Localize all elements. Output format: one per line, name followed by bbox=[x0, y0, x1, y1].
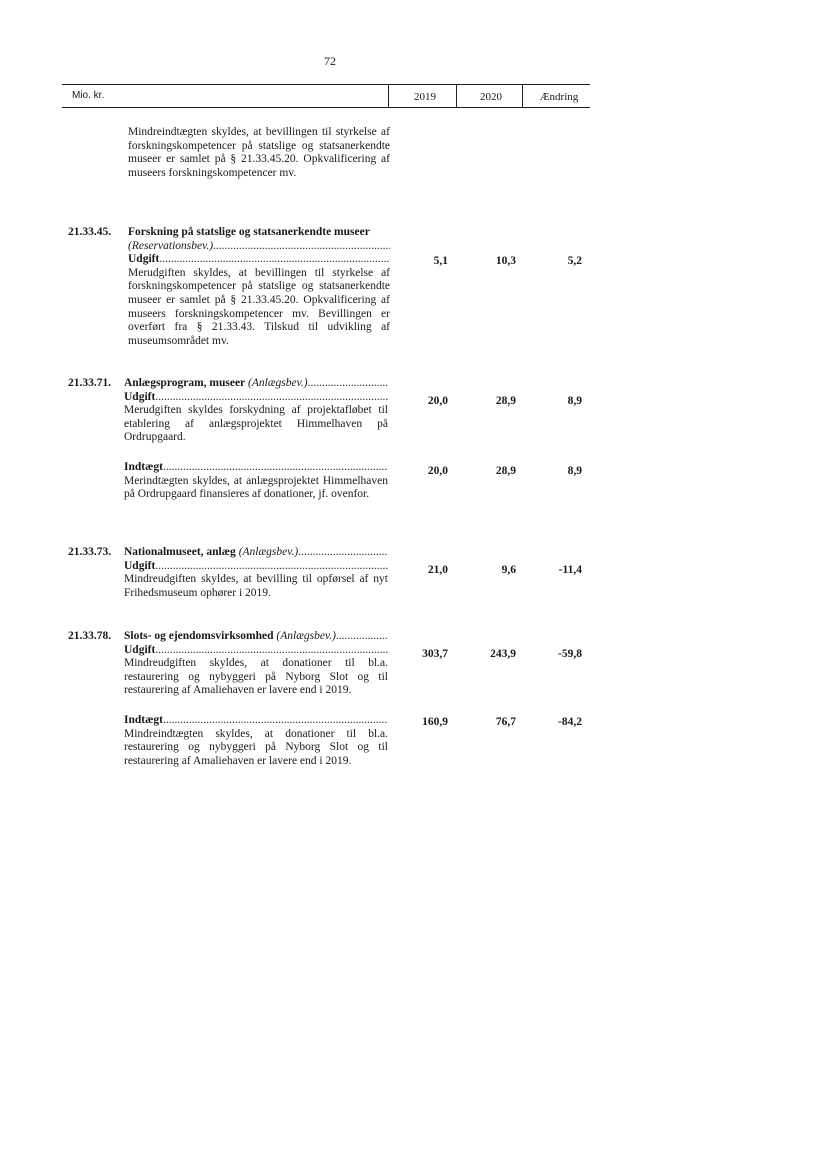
section-body bbox=[124, 377, 388, 445]
row-label: Indtægt bbox=[124, 714, 163, 726]
section-body bbox=[124, 630, 388, 698]
value-2020: 9,6 bbox=[501, 564, 516, 576]
row-label: Indtægt bbox=[124, 461, 163, 473]
row-label: Udgift bbox=[124, 390, 156, 403]
row-label: Udgift bbox=[124, 559, 156, 572]
value-change: 8,9 bbox=[567, 395, 582, 407]
section-subtitle: (Anlægsbev.) bbox=[238, 546, 299, 558]
section-title: Anlægsprogram, museer bbox=[124, 377, 246, 389]
section-title: Forskning på statslige og statsanerkendte museer bbox=[128, 226, 370, 238]
value-2020: 28,9 bbox=[495, 395, 516, 407]
row-explanation: Mindreudgiften skyldes, at donationer til bl.a. restaurering og nybyggeri på Nyborg Slot og til restaurering af Amaliehaven er lavere end i 2019. bbox=[124, 657, 388, 697]
column-divider bbox=[388, 85, 389, 107]
value-2019: 303,7 bbox=[422, 648, 448, 660]
col-2019-header: 2019 bbox=[414, 91, 436, 103]
row-explanation: Mindreindtægten skyldes, at donationer til bl.a. restaurering og nybyggeri på Nyborg Slot og til restaurering af Amaliehaven er lavere end i 2019. bbox=[124, 727, 388, 767]
section-title: Slots- og ejendomsvirksomhed bbox=[124, 630, 274, 642]
section-subtitle: (Anlægsbev.) bbox=[276, 630, 336, 642]
value-2019: 160,9 bbox=[422, 716, 448, 728]
value-change: -84,2 bbox=[558, 716, 582, 728]
section-body bbox=[124, 546, 388, 600]
value-change: 8,9 bbox=[567, 465, 582, 477]
value-2020: 243,9 bbox=[490, 648, 516, 660]
value-2020: 10,3 bbox=[495, 255, 516, 267]
section-title: Nationalmuseet, anlæg bbox=[124, 546, 236, 558]
value-2020: 28,9 bbox=[495, 465, 516, 477]
value-2019: 20,0 bbox=[427, 465, 448, 477]
row-explanation: Merudgiften skyldes forskydning af projektafløbet til etablering af anlægsprojektet Himmelhaven på Ordrupgaard. bbox=[124, 404, 388, 444]
table-header bbox=[62, 84, 590, 108]
value-change: -59,8 bbox=[558, 648, 582, 660]
section-body bbox=[124, 714, 388, 768]
section-number: 21.33.73. bbox=[68, 546, 112, 558]
section-body bbox=[124, 461, 388, 502]
section-number: 21.33.45. bbox=[68, 226, 112, 238]
row-explanation: Merudgiften skyldes, at bevillingen til styrkelse af forskningskompetencer på statslige og statsanerkendte museer er samlet på § 21.33.45.20. Opkvalificering af museers forskningskompetencer mv. Bevillingen er overført fra § 21.33.43. Tilskud til udvikling af museumsområdet mv. bbox=[128, 266, 390, 347]
column-divider bbox=[456, 85, 457, 107]
row-explanation: Mindreudgiften skyldes, at bevilling til opførsel af nyt Frihedsmuseum ophører i 2019. bbox=[124, 573, 388, 599]
value-2019: 20,0 bbox=[427, 395, 448, 407]
row-explanation: Merindtægten skyldes, at anlægsprojektet Himmelhaven på Ordrupgaard finansieres af donationer, jf. ovenfor. bbox=[124, 474, 388, 501]
value-2020: 76,7 bbox=[495, 716, 516, 728]
column-divider bbox=[522, 85, 523, 107]
section-number: 21.33.78. bbox=[68, 630, 112, 642]
section-subtitle: (Anlægsbev.) bbox=[248, 377, 308, 389]
unit-label: Mio. kr. bbox=[72, 90, 105, 101]
page-number: 72 bbox=[324, 54, 336, 68]
value-2019: 21,0 bbox=[427, 564, 448, 576]
col-2020-header: 2020 bbox=[480, 91, 502, 103]
value-change: -11,4 bbox=[558, 564, 582, 576]
value-change: 5,2 bbox=[567, 255, 582, 267]
row-label: Udgift bbox=[128, 253, 160, 266]
intro-text: Mindreindtægten skyldes, at bevillingen til styrkelse af forskningskompetencer på statslige og statsanerkendte museer er samlet på § 21.33.45.20. Opkvalificering af museers forskningskompetencer mv. bbox=[128, 126, 390, 179]
section-number: 21.33.71. bbox=[68, 377, 112, 389]
value-2019: 5,1 bbox=[433, 255, 448, 267]
section-subtitle: (Reservationsbev.) bbox=[128, 239, 214, 252]
row-label: Udgift bbox=[124, 643, 156, 656]
section-body bbox=[128, 226, 390, 348]
col-change-header: Ændring bbox=[539, 91, 579, 103]
